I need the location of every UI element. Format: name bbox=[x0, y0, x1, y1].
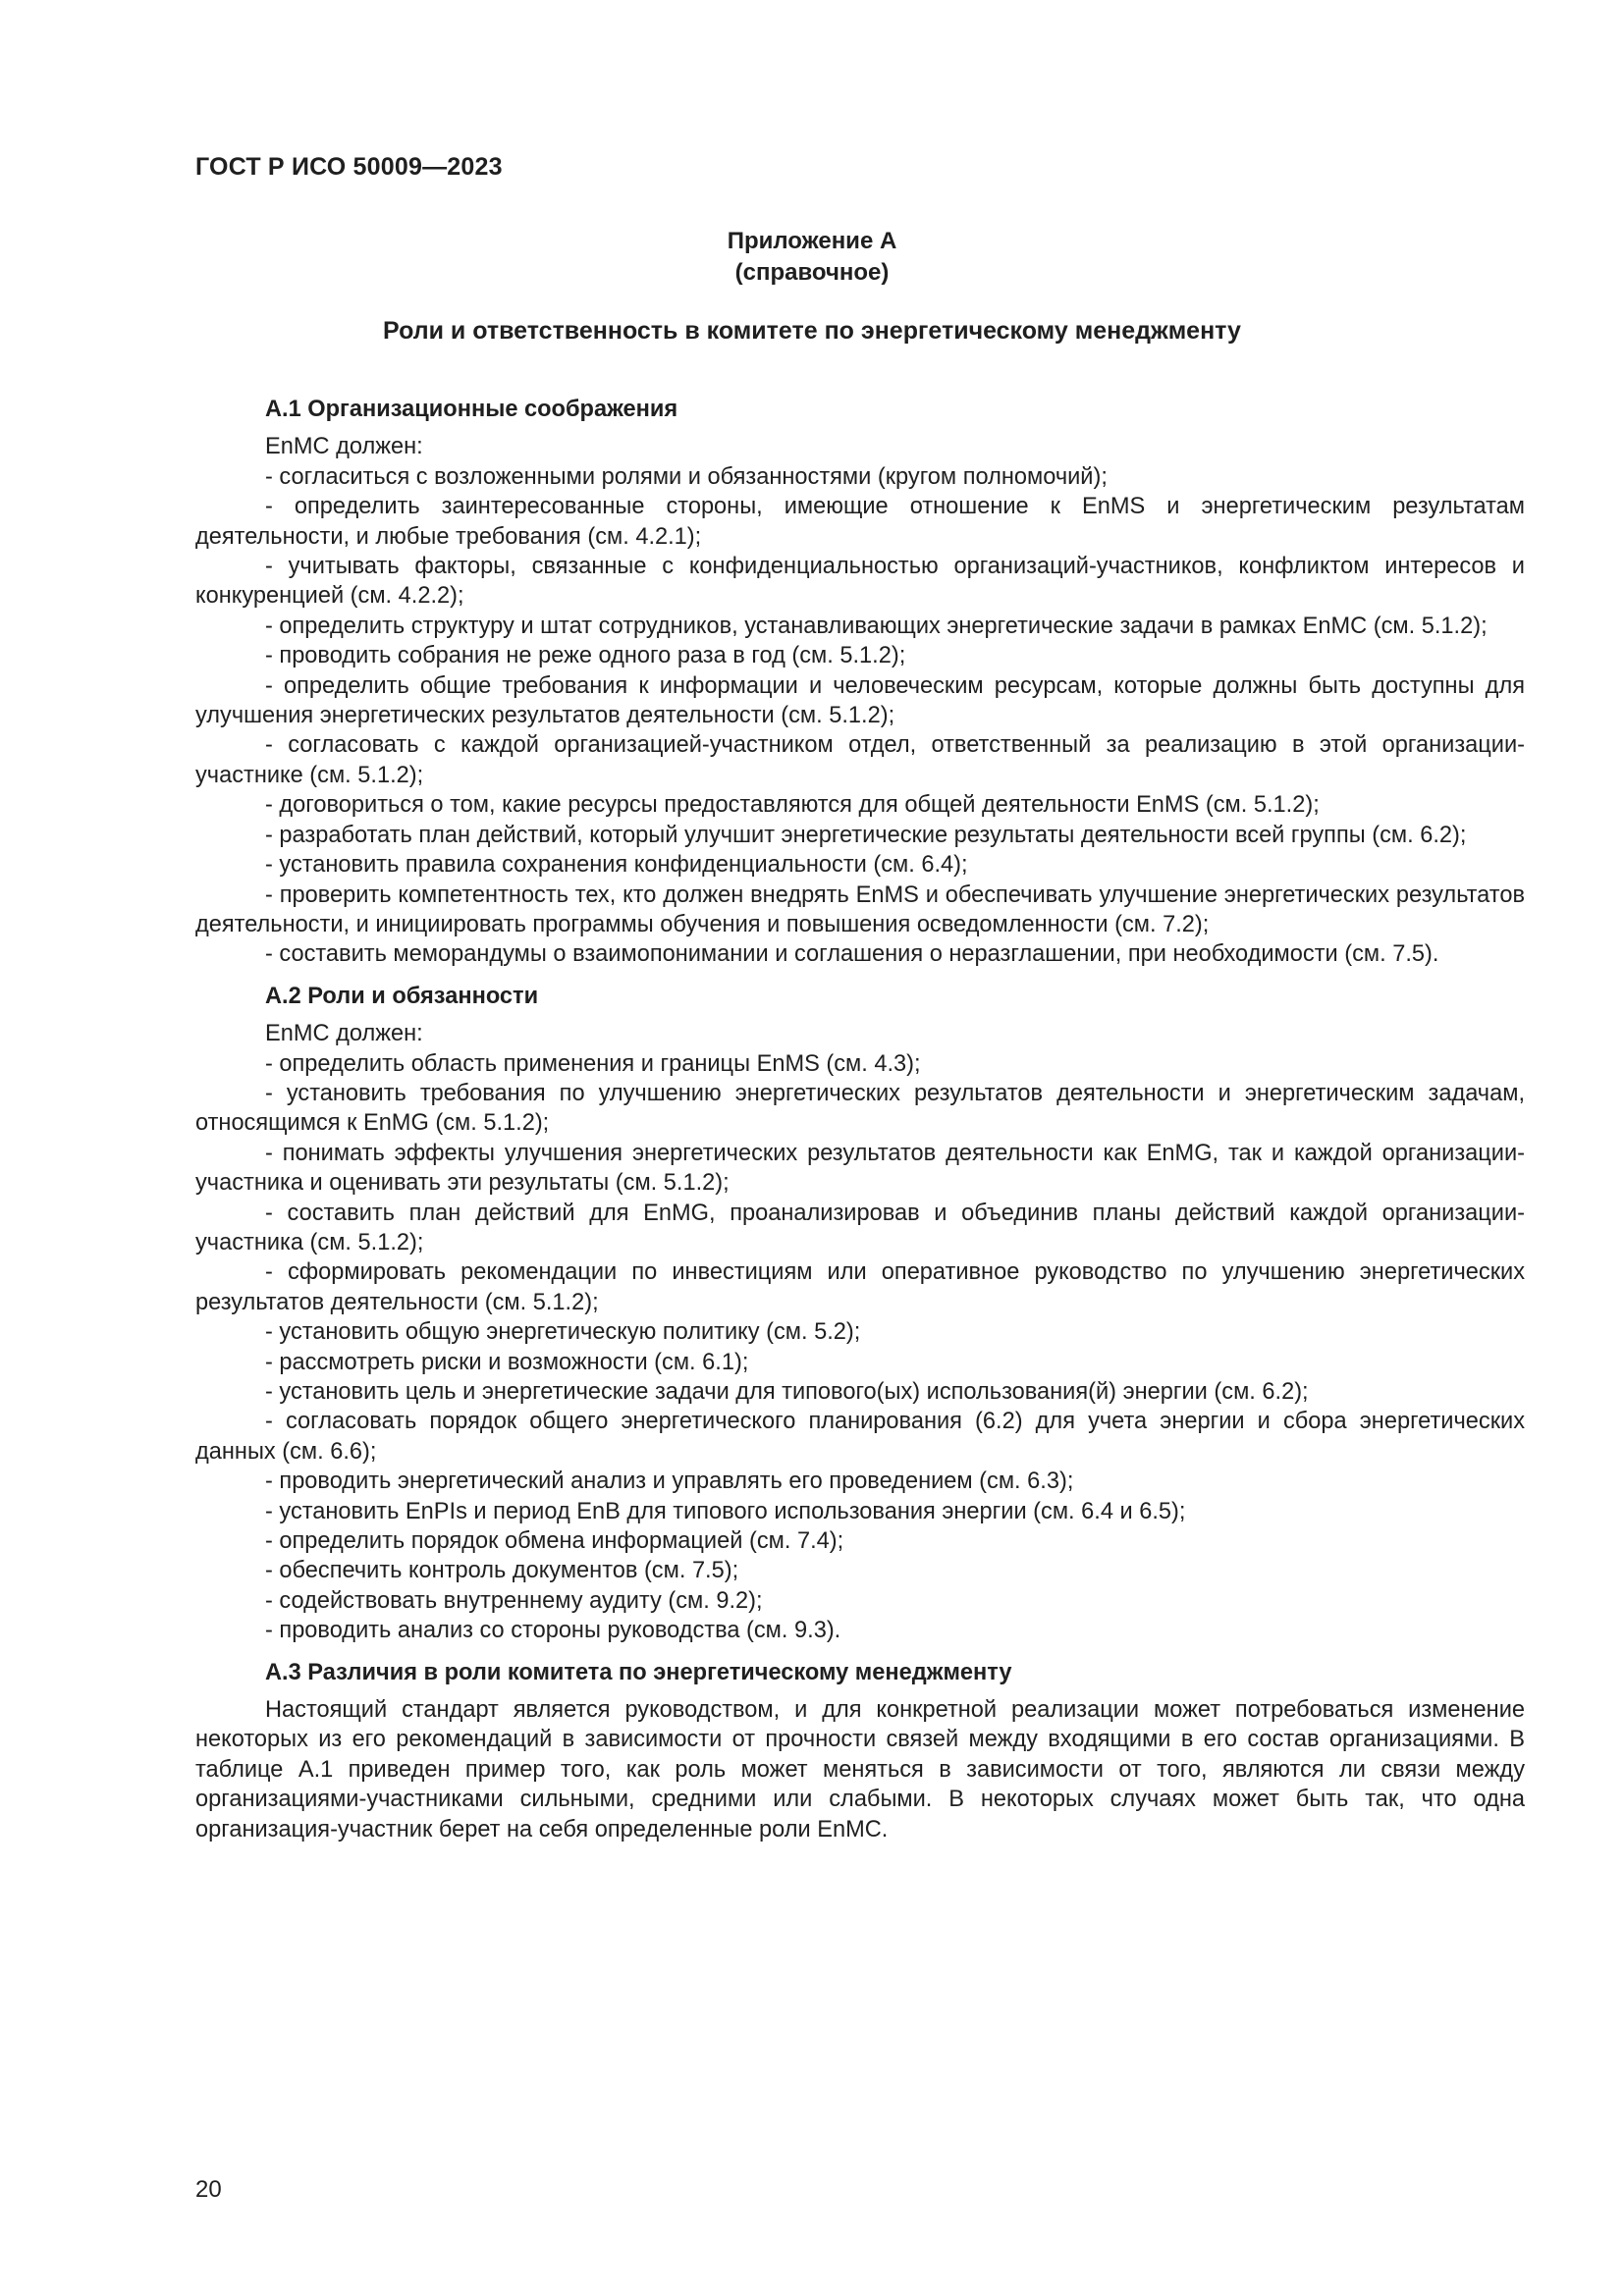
list-item: - понимать эффекты улучшения энергетических результатов деятельности как EnMG, так и каждой организации-участника и оценивать эти результаты (см. 5.1.2); bbox=[195, 1140, 1525, 1197]
section-a1-list bbox=[195, 462, 1525, 970]
section-heading: А.2 Роли и обязанности bbox=[265, 983, 539, 1009]
list-item: - установить общую энергетическую политику (см. 5.2); bbox=[265, 1319, 861, 1346]
list-item: - учитывать факторы, связанные с конфиденциальностью организаций-участников, конфликтом интересов и конкуренцией (см. 4.2.2); bbox=[195, 554, 1525, 610]
section-heading: А.1 Организационные соображения bbox=[265, 397, 678, 422]
annex-label: Приложение А bbox=[727, 228, 897, 254]
list-item: - определить структуру и штат сотрудников, устанавливающих энергетические задачи в рамках EnMC (см. 5.1.2); bbox=[265, 613, 1488, 639]
list-item: - проводить энергетический анализ и управлять его проведением (см. 6.3); bbox=[265, 1468, 1074, 1495]
list-item: - согласиться с возложенными ролями и обязанностями (кругом полномочий); bbox=[265, 463, 1108, 490]
list-item: - обеспечить контроль документов (см. 7.5); bbox=[265, 1558, 739, 1584]
page-number: 20 bbox=[195, 2176, 222, 2203]
document-body bbox=[195, 395, 1525, 1844]
list-item: - проводить собрания не реже одного раза в год (см. 5.1.2); bbox=[265, 643, 906, 669]
list-item: - установить EnPIs и период EnB для типового использования энергии (см. 6.4 и 6.5); bbox=[265, 1498, 1186, 1524]
list-item: - составить план действий для EnMG, проанализировав и объединив планы действий каждой организации-участника (см. 5.1.2); bbox=[195, 1200, 1525, 1255]
section-a3 bbox=[195, 1658, 1525, 1844]
list-item: - определить порядок обмена информацией (см. 7.4); bbox=[265, 1528, 844, 1555]
section-a1 bbox=[195, 395, 1525, 970]
list-item: - определить область применения и границы EnMS (см. 4.3); bbox=[265, 1050, 921, 1077]
list-item: - определить общие требования к информации и человеческим ресурсам, которые должны быть доступны для улучшения энергетических результатов деятельности (см. 5.1.2); bbox=[195, 672, 1525, 729]
section-paragraph: Настоящий стандарт является руководством, и для конкретной реализации может потребоваться изменение некоторых из его рекомендаций в зависимости от прочности связей между входящими в его состав организациями. В таблице А.1 приведен пример того, как роль может меняться в зависимости от того, являются ли связи между организациями-участниками сильными, средними или слабыми. В некоторых случаях может быть так, что одна организация-участник берет на себя определенные роли EnMC. bbox=[195, 1697, 1525, 1842]
list-item: - содействовать внутреннему аудиту (см. 9.2); bbox=[265, 1587, 763, 1614]
list-item: - согласовать с каждой организацией-участником отдел, ответственный за реализацию в этой организации-участнике (см. 5.1.2); bbox=[195, 732, 1525, 788]
section-heading: А.3 Различия в роли комитета по энергетическому менеджменту bbox=[265, 1659, 1012, 1685]
list-item: - согласовать порядок общего энергетического планирования (6.2) для учета энергии и сбора энергетических данных (см. 6.6); bbox=[195, 1409, 1525, 1465]
list-item: - сформировать рекомендации по инвестициям или оперативное руководство по улучшению энергетических результатов деятельности (см. 5.1.2); bbox=[195, 1259, 1525, 1315]
section-a2 bbox=[195, 982, 1525, 1646]
list-item: - договориться о том, какие ресурсы предоставляются для общей деятельности EnMS (см. 5.1.2); bbox=[265, 792, 1320, 819]
list-item: - рассмотреть риски и возможности (см. 6.1); bbox=[265, 1349, 749, 1375]
list-item: - определить заинтересованные стороны, имеющие отношение к EnMS и энергетическим результатам деятельности, и любые требования (см. 4.2.1); bbox=[195, 494, 1525, 550]
section-intro: EnMC должен: bbox=[265, 434, 423, 460]
section-a2-list bbox=[195, 1049, 1525, 1646]
section-intro: EnMC должен: bbox=[265, 1021, 423, 1047]
list-item: - установить цель и энергетические задачи для типового(ых) использования(й) энергии (см. 6.2); bbox=[265, 1379, 1309, 1405]
list-item: - установить требования по улучшению энергетических результатов деятельности и энергетическим задачам, относящимся к EnMG (см. 5.1.2); bbox=[195, 1080, 1525, 1137]
list-item: - составить меморандумы о взаимопонимании и соглашения о неразглашении, при необходимости (см. 7.5). bbox=[265, 941, 1439, 968]
annex-title: Роли и ответственность в комитете по энергетическому менеджменту bbox=[383, 317, 1241, 345]
annex-status: (справочное) bbox=[734, 259, 890, 286]
list-item: - разработать план действий, который улучшит энергетические результаты деятельности всей группы (см. 6.2); bbox=[265, 822, 1467, 848]
page-header: ГОСТ Р ИСО 50009—2023 bbox=[195, 153, 503, 181]
list-item: - проводить анализ со стороны руководства (см. 9.3). bbox=[265, 1618, 841, 1644]
list-item: - проверить компетентность тех, кто должен внедрять EnMS и обеспечивать улучшение энергетических результатов деятельности, и инициировать программы обучения и повышения осведомленности (см. 7.2); bbox=[195, 881, 1525, 937]
annex-heading bbox=[0, 226, 1624, 289]
list-item: - установить правила сохранения конфиденциальности (см. 6.4); bbox=[265, 852, 968, 879]
